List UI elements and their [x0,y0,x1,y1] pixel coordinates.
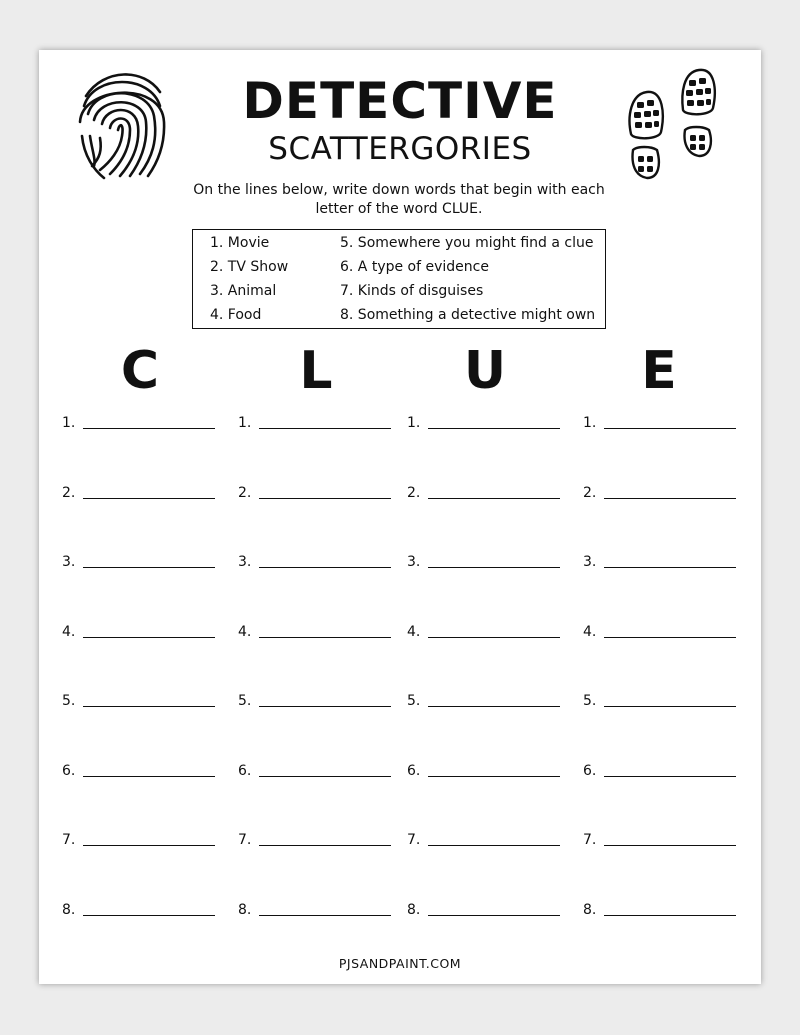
answer-line[interactable] [83,776,215,777]
page-subtitle: SCATTERGORIES [268,131,532,167]
clue-letter: L [299,341,333,401]
row-number: 6. [583,762,597,779]
row-number: 5. [407,693,421,709]
clue-letter: U [463,341,507,401]
row-number: 7. [583,832,597,848]
answer-line[interactable] [604,498,736,499]
row-number: 1. [583,415,597,431]
answer-line[interactable] [83,637,215,638]
row-number: 5. [238,693,252,709]
answer-line[interactable] [604,428,736,429]
row-number: 2. [238,484,252,501]
answer-line[interactable] [83,845,215,846]
answer-line[interactable] [428,776,560,777]
row-number: 1. [238,415,252,431]
row-number: 4. [583,623,597,640]
row-number: 2. [583,484,597,501]
answer-line[interactable] [428,428,560,429]
answer-line[interactable] [428,567,560,568]
category-item: 6. A type of evidence [340,259,489,275]
answer-line[interactable] [604,567,736,568]
row-number: 2. [62,484,76,501]
row-number: 3. [583,554,597,570]
page-title: DETECTIVE [242,72,558,130]
answer-line[interactable] [428,706,560,707]
row-number: 3. [238,554,252,570]
answer-line[interactable] [83,567,215,568]
answer-line[interactable] [259,845,391,846]
row-number: 4. [62,623,76,640]
row-number: 4. [407,623,421,640]
category-item: 5. Somewhere you might find a clue [340,235,594,251]
clue-letter: C [120,341,160,401]
answer-line[interactable] [604,915,736,916]
answer-line[interactable] [83,915,215,916]
answer-line[interactable] [604,637,736,638]
answer-line[interactable] [259,915,391,916]
answer-line[interactable] [83,498,215,499]
category-item: 1. Movie [210,235,270,251]
answer-line[interactable] [83,706,215,707]
answer-line[interactable] [259,498,391,499]
row-number: 8. [62,901,76,918]
footprints-icon [617,64,735,186]
row-number: 8. [407,901,421,918]
instructions: On the lines below, write down words that begin with each letter of the word CLUE. [193,182,605,217]
row-number: 1. [62,415,76,431]
row-number: 7. [62,832,76,848]
answer-line[interactable] [428,915,560,916]
answer-line[interactable] [259,428,391,429]
answer-line[interactable] [259,706,391,707]
row-number: 6. [407,762,421,779]
answer-line[interactable] [604,776,736,777]
category-item: 3. Animal [210,283,277,299]
row-number: 3. [62,554,76,570]
row-number: 4. [238,623,252,640]
answer-line[interactable] [259,776,391,777]
category-item: 4. Food [210,307,262,323]
category-box [192,229,606,329]
category-item: 8. Something a detective might own [340,307,596,323]
row-number: 3. [407,554,421,570]
row-number: 7. [407,832,421,848]
row-number: 8. [583,901,597,918]
row-number: 6. [238,762,252,779]
row-number: 5. [583,693,597,709]
answer-line[interactable] [428,498,560,499]
row-number: 6. [62,762,76,779]
row-number: 1. [407,415,421,431]
answer-line[interactable] [428,845,560,846]
footer-site: PJSANDPAINT.COM [338,956,462,971]
clue-letter: E [641,341,677,401]
answer-line[interactable] [259,637,391,638]
answer-line[interactable] [428,637,560,638]
worksheet [39,50,761,984]
answer-line[interactable] [604,845,736,846]
row-number: 2. [407,484,421,501]
row-number: 8. [238,901,252,918]
category-item: 2. TV Show [210,259,289,275]
answer-line[interactable] [604,706,736,707]
answer-line[interactable] [259,567,391,568]
category-item: 7. Kinds of disguises [340,283,484,299]
answer-line[interactable] [83,428,215,429]
row-number: 7. [238,832,252,848]
row-number: 5. [62,693,76,709]
